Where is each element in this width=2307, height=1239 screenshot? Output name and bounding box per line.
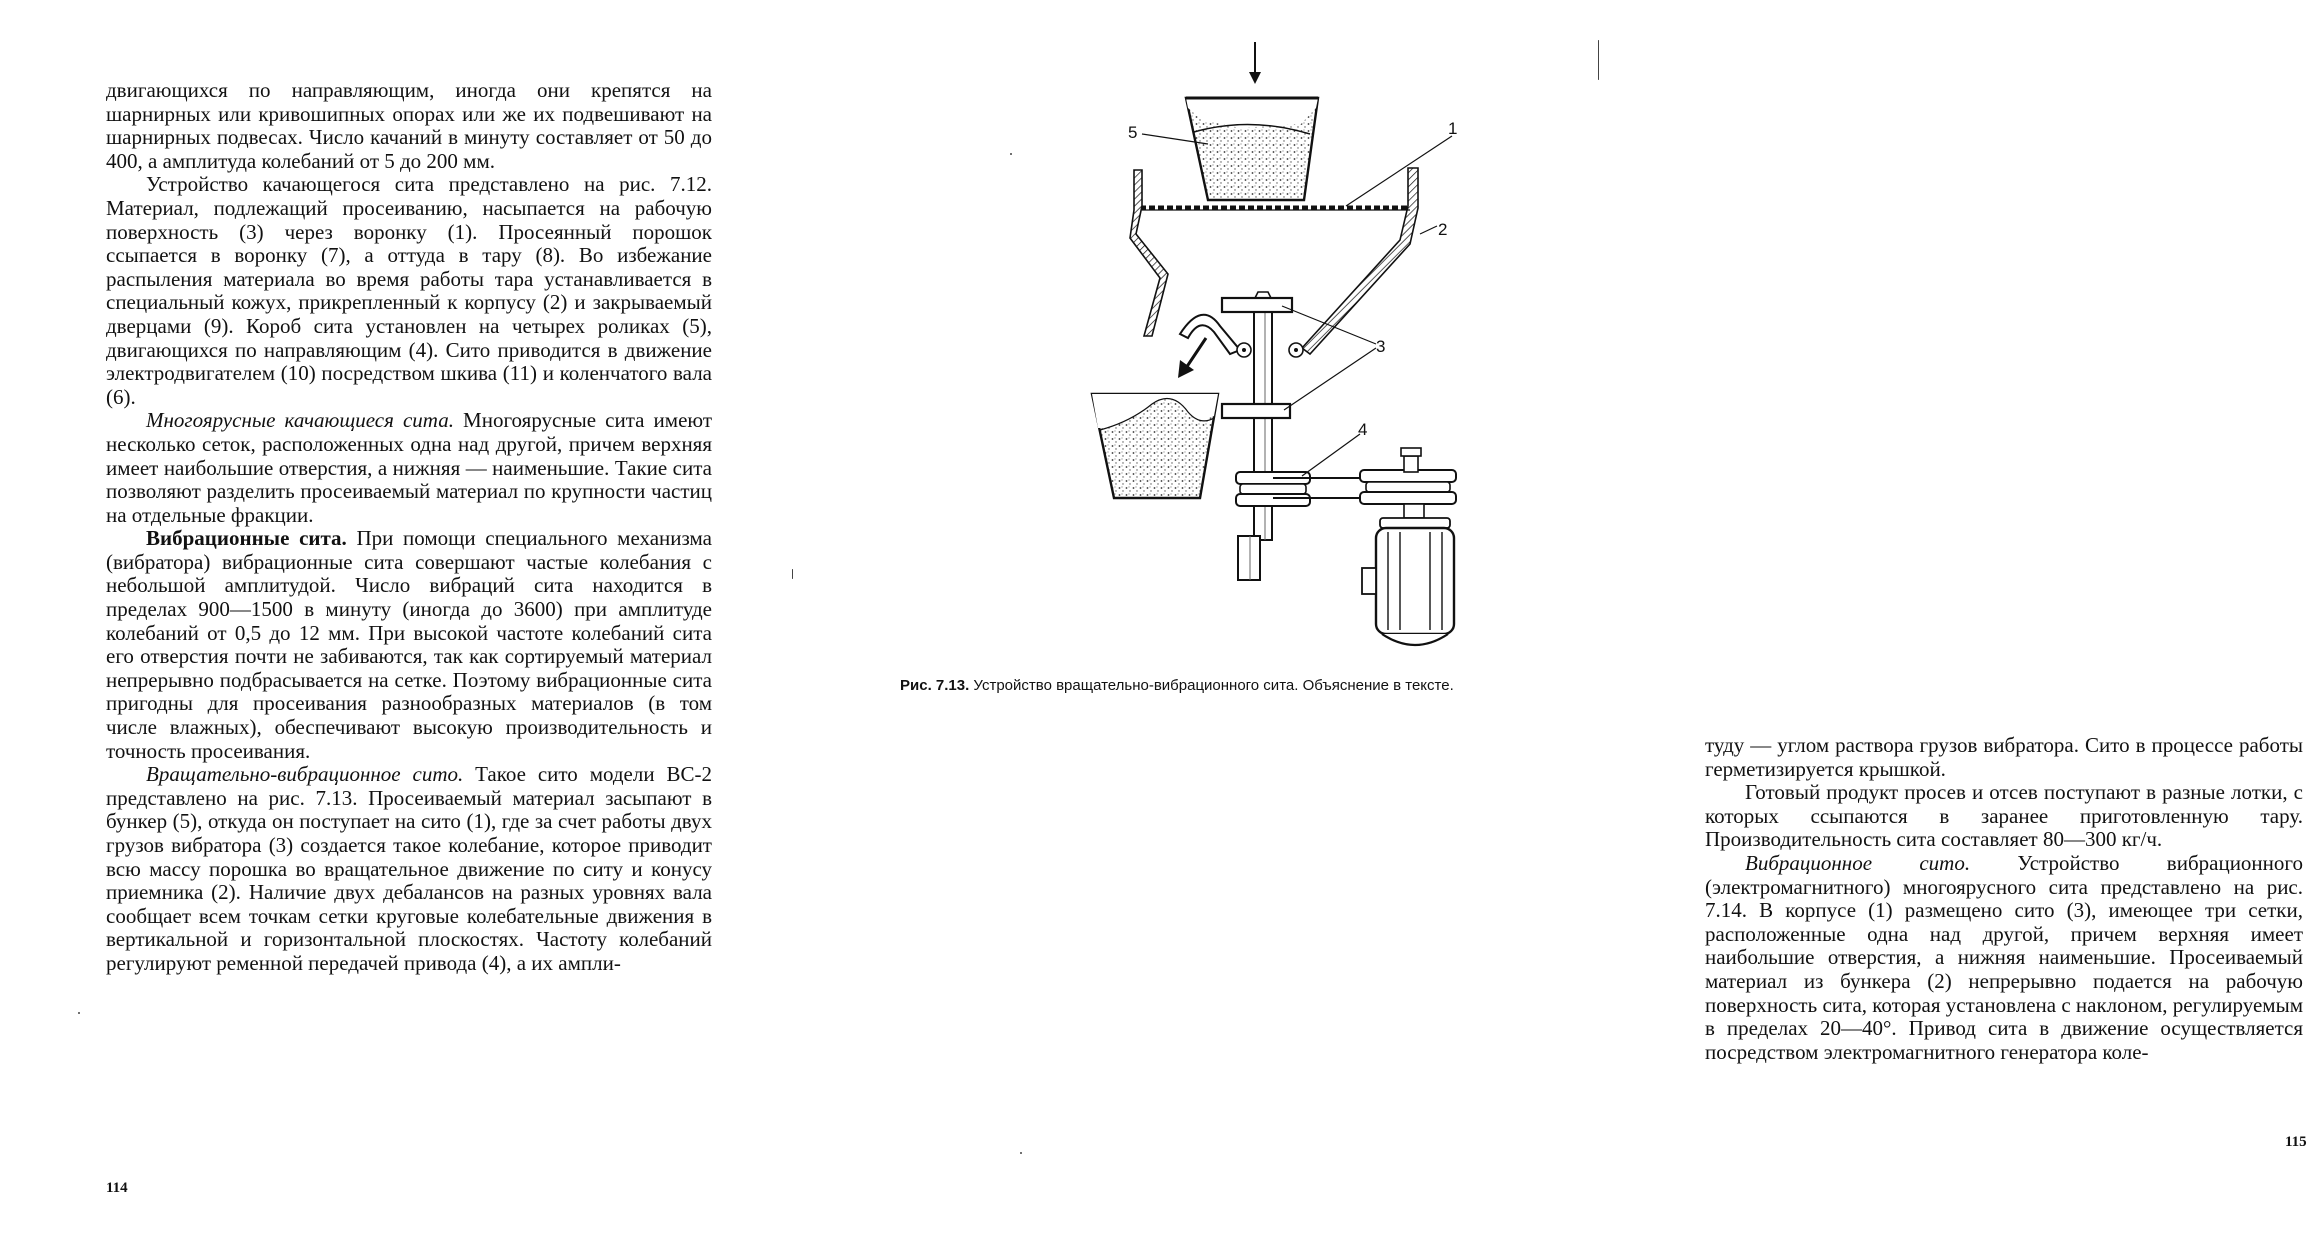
figure-number: Рис. 7.13. — [900, 677, 970, 694]
output-arrow-icon — [1178, 338, 1206, 378]
figure-label: 1 — [1448, 119, 1458, 138]
paragraph: туду — углом раствора грузов вибратора. Сито в процессе работы герметизируется крышкой. — [1705, 733, 2303, 781]
electric-motor — [1362, 504, 1454, 645]
paragraph: Вибрационное сито. Устройство вибрационного (электромагнитного) многоярусного сита представлено на рис. 7.14. В корпусе (1) размещено сито (3), имеющее три сетки, расположенные одна над другой, причем верхняя имеет наибольшие отверстия, а нижняя наименьшие. Просеиваемый материал из бункера (2) непрерывно подается на рабочую поверхность сита, которая установлена с наклоном, регулируемым в пределах 20—40°. Привод сита в движение осуществляется посредством электромагнитного генератора коле- — [1705, 850, 2303, 1064]
left-text-column — [106, 79, 712, 976]
paragraph: двигающихся по направляющим, иногда они крепятся на шарнирных или кривошипных опорах или же их подвешивают на шарнирных подвесах. Число качаний в минуту составляет от 50 до 400, а амплитуда колебаний от 5 до 200 мм. — [106, 78, 712, 173]
input-arrow-icon — [1249, 42, 1261, 84]
collection-container — [1092, 394, 1218, 498]
vibrator-shaft — [1238, 292, 1272, 580]
hopper — [1186, 98, 1318, 200]
figure-label: 4 — [1358, 420, 1368, 439]
figure-label: 3 — [1376, 337, 1386, 356]
figure-label: 2 — [1438, 220, 1448, 239]
paragraph: Готовый продукт просев и отсев поступают в разные лотки, с которых ссыпаются в заранее приготовленную тару. Производительность сита составляет 80—300 кг/ч. — [1705, 780, 2303, 852]
italic-lead: Вибрационное сито. — [1745, 850, 1971, 875]
paragraph: Многоярусные качающиеся сита. Многоярусные сита имеют несколько сеток, расположенных одна над другой, причем верхняя имеет наибольшие отверстия, а нижняя — наименьшие. Такие сита позволяют разделить просеиваемый материал по крупности частиц на отдельные фракции. — [106, 408, 712, 527]
sieve-diagram — [1090, 38, 1510, 668]
paragraph: Устройство качающегося сита представлено на рис. 7.12. Материал, подлежащий просеиванию, насыпается на рабочую поверхность (3) через воронку (1). Просеянный порошок ссыпается в воронку (7), а оттуда в тару (8). Во избежание распыления материала во время работы тара устанавливается в специальный кожух, прикрепленный к корпусу (2) и закрываемый дверцами (9). Короб сита установлен на четырех роликах (5), двигающихся по направляющим (4). Сито приводится в движение электродвигателем (10) посредством шкива (11) и коленчатого вала (6). — [106, 172, 712, 409]
bold-lead: Вибрационные сита. — [146, 526, 347, 551]
paragraph: Вращательно-вибрационное сито. Такое сито модели ВС-2 представлено на рис. 7.13. Просеиваемый материал засыпают в бункер (5), откуда он поступает на сито (1), где за счет работы двух грузов вибратора (3) создается такое колебание, которое приводит всю массу порошка во вращательное движение по ситу и конусу приемника (2). Наличие двух дебалансов на разных уровнях вала сообщает всем точкам сетки круговые колебательные движения в вертикальной и горизонтальной плоскостях. Частоту колебаний регулируют ременной передачей привода (4), а их ампли- — [106, 762, 712, 975]
scan-speck — [1010, 153, 1012, 155]
scan-speck — [1598, 40, 1599, 80]
italic-lead: Вращательно-вибрационное сито. — [146, 762, 464, 787]
italic-lead: Многоярусные качающиеся сита. — [146, 408, 454, 433]
scan-speck — [1020, 1152, 1022, 1154]
right-text-column — [1705, 734, 2303, 1064]
paragraph: Вибрационные сита. При помощи специального механизма (вибратора) вибрационные сита совершают частые колебания с небольшой амплитудой. Число вибраций сита находится в пределах 900—1500 в минуту (иногда до 3600) при амплитуде колебаний от 0,5 до 12 мм. При высокой частоте колебаний сита его отверстия почти не забиваются, так как сортируемый материал непрерывно подбрасывается на сетке. Поэтому вибрационные сита пригодны для просеивания разнообразных материалов (в том числе влажных), обеспечивают высокую производительность и точность просеивания. — [106, 526, 712, 763]
figure-caption: Рис. 7.13. Устройство вращательно-вибрационного сита. Объяснение в тексте. — [900, 677, 1454, 694]
scan-speck — [78, 1012, 80, 1014]
left-page — [0, 0, 800, 1239]
figure-label: 5 — [1128, 123, 1138, 142]
page-number: 114 — [106, 1180, 128, 1196]
scan-speck — [792, 569, 793, 579]
page-number: 115 — [2285, 1134, 2307, 1150]
